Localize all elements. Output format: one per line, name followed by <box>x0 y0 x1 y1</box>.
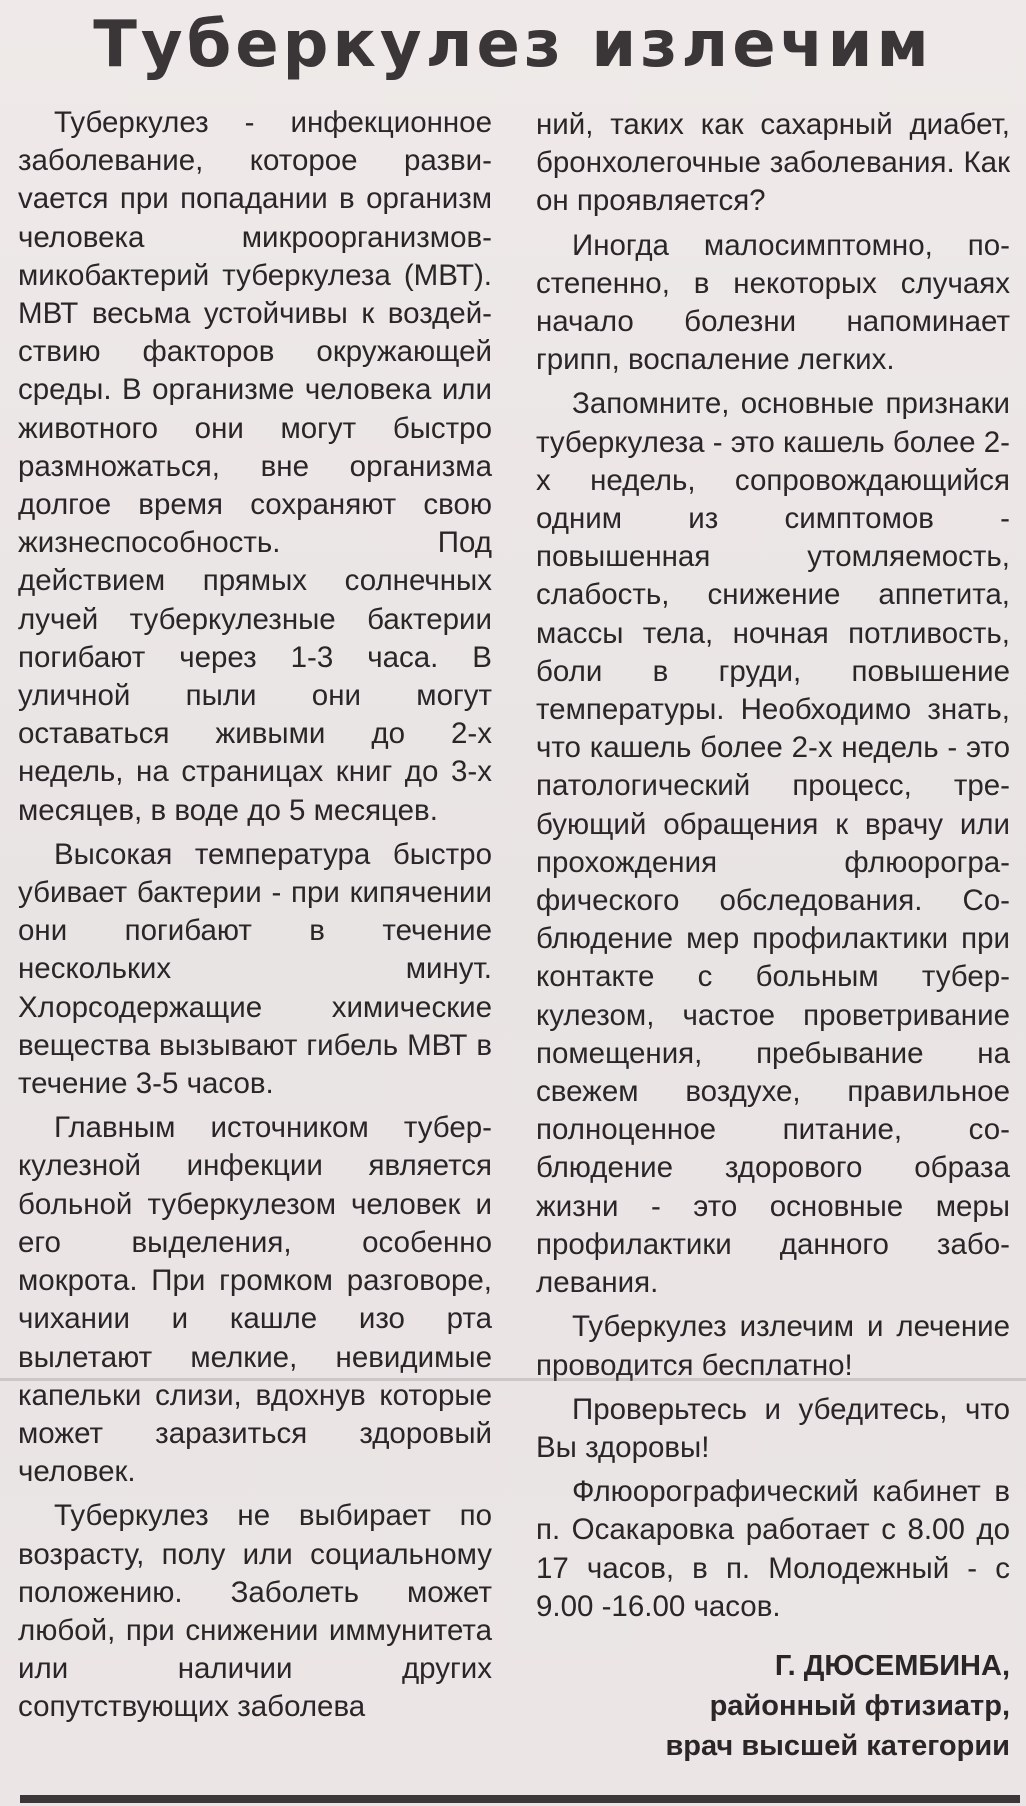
right-column <box>536 106 1010 1632</box>
paragraph: Высокая температура быстро убивает бактерии - при кипячении они погибают в течение нескольких минут. Хлорсодержащие химические вещества вызывают гибель МВТ в течение 3-5 часов. <box>18 837 492 1101</box>
article-title: Туберкулез излечим <box>93 8 933 82</box>
paragraph: Туберкулез - инфекционное заболевание, которое развиvается при попадании в организм человека микроорганизмов-микобактерий туберкулеза (МВТ). МВТ весьма устойчивы к воздействию факторов окружающей среды. В организме человека или животного они могут быстро размножаться, вне организма долгое время сохраняют свою жизнеспособность. Под действием прямых солнечных лучей туберкулезные бактерии погибают через 1-3 часа. В уличной пыли они могут оставаться живыми до 2-х недель, на страницах книг до 3-х месяцев, в воде до 5 месяцев. <box>18 106 492 827</box>
paragraph-continuation: ний, таких как сахарный диабет, бронхолегочные заболевания. Как он проявляется? <box>536 108 1010 218</box>
paragraph: Туберкулез излечим и лечение проводится бесплатно! <box>536 1310 1010 1382</box>
paper-fold-line <box>0 1378 1026 1381</box>
author-category: врач высшей категории <box>665 1730 1010 1762</box>
paragraph: Запомните, основные признаки туберкулеза - это кашель более 2-х недель, сопровождающийся одним из симптомов - повышенная утомляемость, слабость, снижение аппетита, массы тела, ночная потливость, боли в груди, повышение температуры. Необходимо знать, что кашель более 2-х недель - это патологический процесс, требующий обращения к врачу или прохождения флюорографического обследования. Соблюдение мер профилактики при контакте с больным туберкулезом, частое проветривание помещения, пребывание на свежем воздухе, правильное полноценное питание, соблюдение здорового образа жизни - это основные меры профилактики данного заболевания. <box>536 387 1010 1300</box>
paragraph: Туберкулез не выбирает по возрасту, полу или социальному положению. Заболеть может любой, при снижении иммунитета или наличии других сопутствующих заболева <box>18 1499 492 1724</box>
author-name: Г. ДЮСЕМБИНА, <box>774 1650 1010 1682</box>
author-signature <box>665 1646 1010 1766</box>
paragraph: Иногда малосимптомно, постепенно, в некоторых случаях начало болезни напоминает грипп, воспаление легких. <box>536 228 1010 377</box>
paragraph: Проверьтесь и убедитесь, что Вы здоровы! <box>536 1392 1010 1464</box>
left-column <box>18 104 492 1733</box>
author-position: районный фтизиатр, <box>709 1690 1010 1722</box>
paragraph: Главным источником туберкулезной инфекции является больной туберкулезом человек и его выделения, особенно мокрота. При громком разговоре, чихании и кашле изо рта вылетают мелкие, невидимые капельки слизи, вдохнув которые может заразиться здоровый человек. <box>18 1111 492 1489</box>
bottom-divider <box>20 1795 1020 1803</box>
paragraph: Флюорографический кабинет в п. Осакаровка работает с 8.00 до 17 часов, в п. Молодежный - с 9.00 -16.00 часов. <box>536 1475 1010 1623</box>
